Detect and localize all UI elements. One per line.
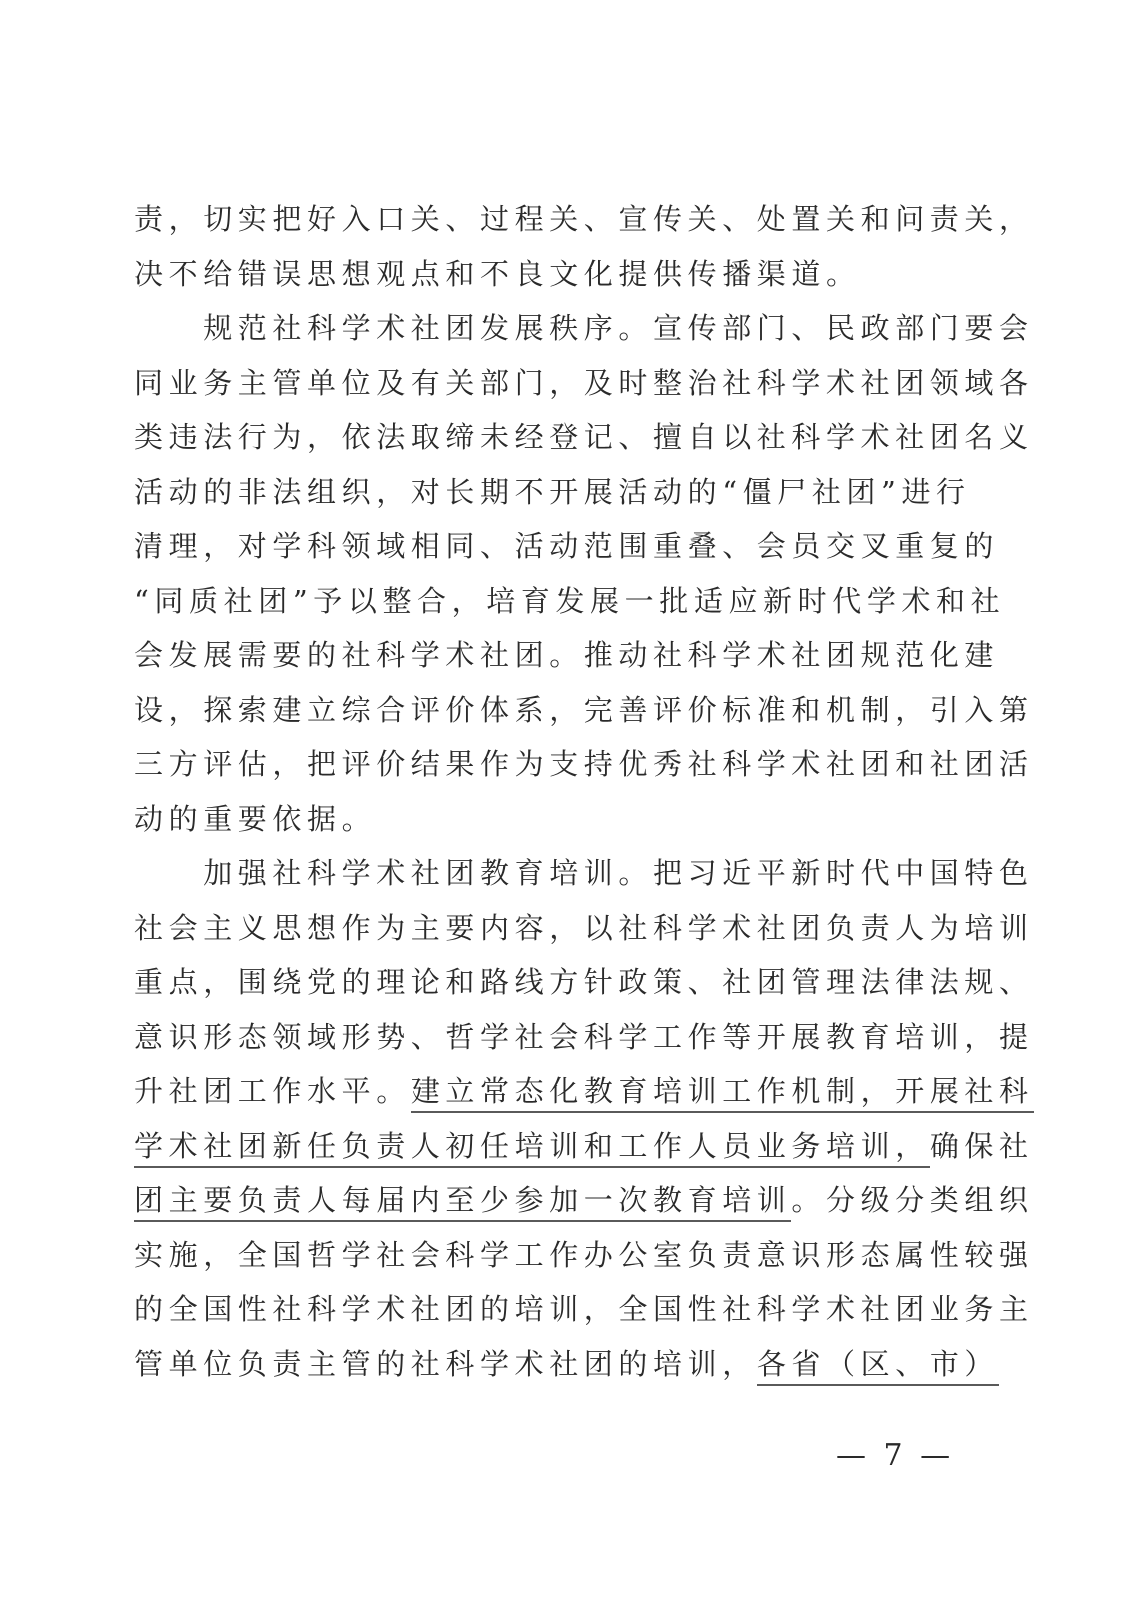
text-line: 重点，围绕党的理论和路线方针政策、社团管理法律法规、 — [134, 965, 1034, 999]
text-line — [134, 1173, 1034, 1228]
text-line: 社会主义思想作为主要内容，以社科学术社团负责人为培训 — [134, 910, 1034, 945]
text-line: 会发展需要的社科学术社团。推动社科学术社团规范化建 — [134, 638, 1000, 672]
handwritten-underline: 建立常态化教育培训工作机制，开展社科 — [411, 1074, 1034, 1113]
body-text — [134, 192, 1034, 1391]
handwritten-underline: 学术社团新任负责人初任培训和工作人员业务培训， — [134, 1129, 930, 1168]
text-line — [134, 1119, 1034, 1174]
text-line: 责，切实把好入口关、过程关、宣传关、处置关和问责关， — [134, 202, 1034, 236]
text-line: 类违法行为，依法取缔未经登记、擅自以社科学术社团名义 — [134, 420, 1034, 454]
text-line: 清理，对学科领域相同、活动范围重叠、会员交叉重复的 — [134, 529, 1000, 563]
text-line: 活动的非法组织，对长期不开展活动的“僵尸社团”进行 — [134, 474, 971, 509]
text-line: 意识形态领域形势、哲学社会科学工作等开展教育培训，提 — [134, 1019, 1034, 1054]
handwritten-underline: 各省（区、市） — [757, 1347, 999, 1386]
text-segment: 。分级分类组织 — [791, 1183, 1034, 1217]
text-segment: 管单位负责主管的社科学术社团的培训， — [134, 1346, 757, 1381]
text-line: 决不给错误思想观点和不良文化提供传播渠道。 — [134, 256, 861, 291]
text-segment: 升社团工作水平。 — [134, 1074, 411, 1108]
text-line: 的全国性社科学术社团的培训，全国性社科学术社团业务主 — [134, 1292, 1034, 1326]
paragraph-start-line: 规范社科学术社团发展秩序。宣传部门、民政部门要会 — [134, 311, 1034, 345]
handwritten-underline: 团主要负责人每届内至少参加一次教育培训 — [134, 1183, 791, 1222]
text-line: 动的重要依据。 — [134, 801, 377, 836]
text-line: 设，探索建立综合评价体系，完善评价标准和机制，引入第 — [134, 692, 1034, 727]
text-line: 实施，全国哲学社会科学工作办公室负责意识形态属性较强 — [134, 1237, 1034, 1272]
text-line: 同业务主管单位及有关部门，及时整治社科学术社团领域各 — [134, 365, 1034, 400]
page-number: — 7 — — [836, 1438, 955, 1473]
text-line: 三方评估，把评价结果作为支持优秀社科学术社团和社团活 — [134, 747, 1034, 781]
text-segment: 确保社 — [929, 1128, 1034, 1163]
text-line — [134, 1337, 1000, 1392]
paragraph-start-line: 加强社科学术社团教育培训。把习近平新时代中国特色 — [134, 856, 1034, 890]
text-line — [134, 1064, 1034, 1119]
text-line: “同质社团”予以整合，培育发展一批适应新时代学术和社 — [134, 583, 1006, 618]
